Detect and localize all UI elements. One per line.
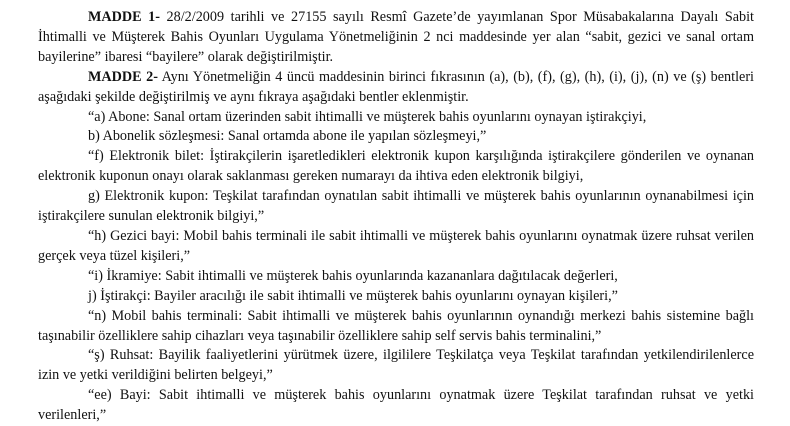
paragraph-item-b	[38, 127, 754, 147]
paragraph-text: Aynı Yönetmeliğin 4 üncü maddesinin birinci fıkrasının (a), (b), (f), (g), (h), (i), (j), (n) ve (ş) bentleri aşağıdaki şekilde değiştirilmiş ve aynı fıkraya aşağıdaki bentler eklenmiştir.	[38, 68, 754, 105]
document-body	[38, 8, 754, 426]
paragraph-item-f	[38, 147, 754, 187]
paragraph-item-ee	[38, 386, 754, 426]
paragraph-item-h	[38, 227, 754, 267]
paragraph-text: “f) Elektronik bilet: İştirakçilerin işaretledikleri elektronik kupon karşılığında iştirakçilere gönderilen ve oynanan elektronik kuponun onayı olarak saklanması gereken numarayı da ihtiva eden elektronik bilgiyi,	[38, 148, 754, 185]
paragraph-text: g) Elektronik kupon: Teşkilat tarafından oynatılan sabit ihtimalli ve müşterek bahis oyunlarının oynanabilmesi için iştirakçilere sunulan elektronik bilgiyi,”	[38, 188, 754, 225]
paragraph-text: 28/2/2009 tarihli ve 27155 sayılı Resmî Gazete’de yayımlanan Spor Müsabakalarına Dayalı Sabit İhtimalli ve Müşterek Bahis Oyunları Uygulama Yönetmeliğinin 2 nci maddesinde yer alan “sabit, gezici ve sanal ortam bayilerine” ibaresi “bayilere” olarak değiştirilmiştir.	[38, 9, 754, 65]
paragraph-text: “n) Mobil bahis terminali: Sabit ihtimalli ve müşterek bahis oyunlarının oynandığı merkezi bahis sistemine bağlı taşınabilir özelliklere sahip cihazları veya taşınabilir özelliklere sahip self servis bahis terminalini,”	[38, 307, 754, 344]
paragraph-text: “a) Abone: Sanal ortam üzerinden sabit ihtimalli ve müşterek bahis oyunlarını oynayan iştirakçiyi,	[88, 108, 647, 125]
paragraph-text: j) İştirakçi: Bayiler aracılığı ile sabit ihtimalli ve müşterek bahis oyunlarını oynayan kişileri,”	[88, 287, 618, 304]
paragraph-item-j	[38, 287, 754, 307]
paragraph-item-s	[38, 346, 754, 386]
paragraph-madde-1	[38, 8, 754, 68]
paragraph-text: “ee) Bayi: Sabit ihtimalli ve müşterek bahis oyunlarını oynatmak üzere Teşkilat tarafından ruhsat ve yetki verilenleri,”	[38, 387, 754, 424]
paragraph-text: b) Abonelik sözleşmesi: Sanal ortamda abone ile yapılan sözleşmeyi,”	[88, 128, 487, 145]
paragraph-madde-2	[38, 68, 754, 108]
paragraph-text: “i) İkramiye: Sabit ihtimalli ve müşterek bahis oyunlarında kazananlara dağıtılacak değerleri,	[88, 267, 618, 284]
article-heading: MADDE 1-	[88, 9, 160, 25]
paragraph-item-g	[38, 187, 754, 227]
paragraph-item-i	[38, 267, 754, 287]
paragraph-item-a	[38, 108, 754, 128]
paragraph-item-n	[38, 307, 754, 347]
paragraph-text: “ş) Ruhsat: Bayilik faaliyetlerini yürütmek üzere, ilgililere Teşkilatça veya Teşkilat tarafından yetkilendirilenlerce izin ve yetki verildiğini belirten belgeyi,”	[38, 347, 754, 384]
paragraph-text: “h) Gezici bayi: Mobil bahis terminali ile sabit ihtimalli ve müşterek bahis oyunlarını oynatmak üzere ruhsat verilen gerçek veya tüzel kişileri,”	[38, 227, 754, 264]
article-heading: MADDE 2-	[88, 68, 158, 85]
